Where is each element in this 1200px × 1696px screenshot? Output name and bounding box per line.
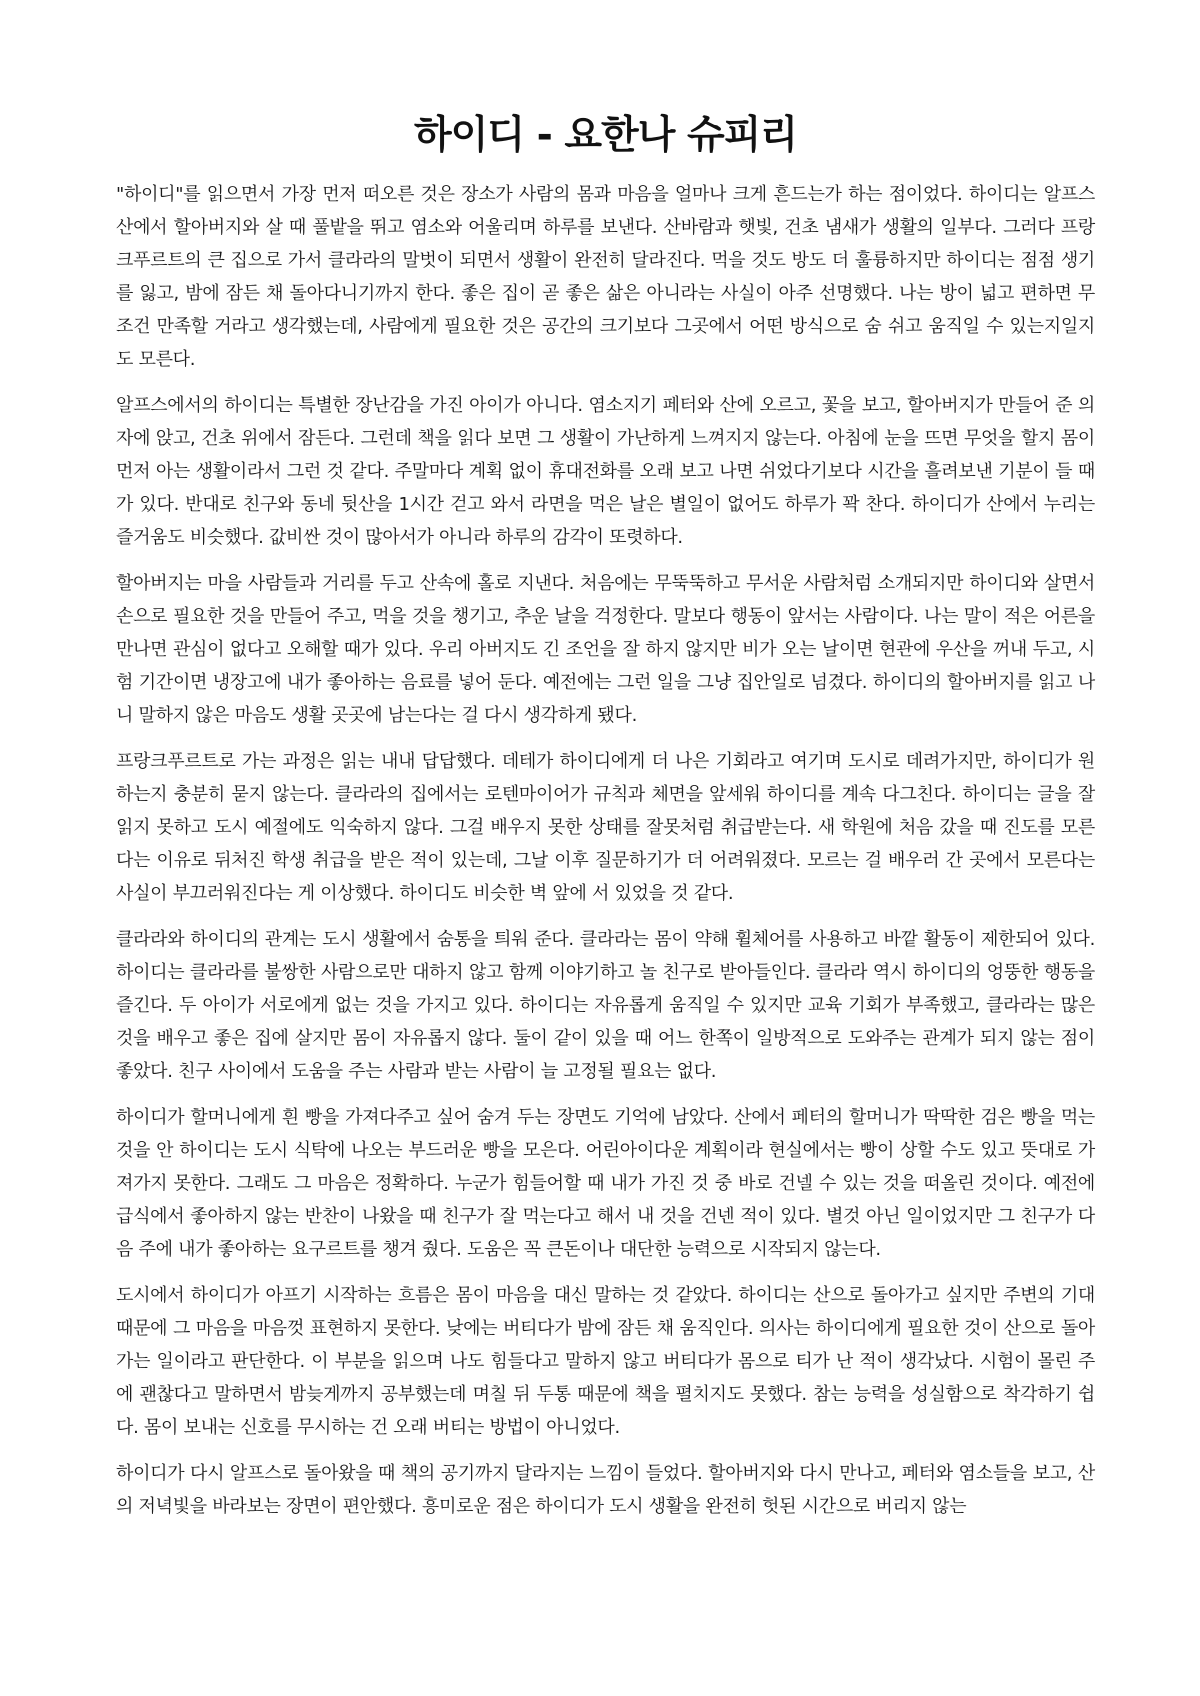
paragraph: 클라라와 하이디의 관계는 도시 생활에서 숨통을 틔워 준다. 클라라는 몸이 약해 휠체어를 사용하고 바깥 활동이 제한되어 있다. 하이디는 클라라를 불쌍한 사람으로만 대하지 않고 함께 이야기하고 놀 친구로 받아들인다. 클라라 역시 하이디의 엉뚱한 행동을 즐긴다. 두 아이가 서로에게 없는 것을 가지고 있다. 하이디는 자유롭게 움직일 수 있지만 교육 기회가 부족했고, 클라라는 많은 것을 배우고 좋은 집에 살지만 몸이 자유롭지 않다. 둘이 같이 있을 때 어느 한쪽이 일방적으로 도와주는 관계가 되지 않는 점이 좋았다. 친구 사이에서 도움을 주는 사람과 받는 사람이 늘 고정될 필요는 없다. [116,929,1095,1082]
paragraph: 할아버지는 마을 사람들과 거리를 두고 산속에 홀로 지낸다. 처음에는 무뚝뚝하고 무서운 사람처럼 소개되지만 하이디와 살면서 손으로 필요한 것을 만들어 주고, 먹을 것을 챙기고, 추운 날을 걱정한다. 말보다 행동이 앞서는 사람이다. 나는 말이 적은 어른을 만나면 관심이 없다고 오해할 때가 있다. 우리 아버지도 긴 조언을 잘 하지 않지만 비가 오는 날이면 현관에 우산을 꺼내 두고, 시험 기간이면 냉장고에 내가 좋아하는 음료를 넣어 둔다. 예전에는 그런 일을 그냥 집안일로 넘겼다. 하이디의 할아버지를 읽고 나니 말하지 않은 마음도 생활 곳곳에 남는다는 걸 다시 생각하게 됐다. [116,573,1095,726]
paragraph: 알프스에서의 하이디는 특별한 장난감을 가진 아이가 아니다. 염소지기 페터와 산에 오르고, 꽃을 보고, 할아버지가 만들어 준 의자에 앉고, 건초 위에서 잠든다. 그런데 책을 읽다 보면 그 생활이 가난하게 느껴지지 않는다. 아침에 눈을 뜨면 무엇을 할지 몸이 먼저 아는 생활이라서 그런 것 같다. 주말마다 계획 없이 휴대전화를 오래 보고 나면 쉬었다기보다 시간을 흘려보낸 기분이 들 때가 있다. 반대로 친구와 동네 뒷산을 1시간 걷고 와서 라면을 먹은 날은 별일이 없어도 하루가 꽉 찬다. 하이디가 산에서 누리는 즐거움도 비슷했다. 값비싼 것이 많아서가 아니라 하루의 감각이 또렷하다. [116,395,1095,548]
document-title: 하이디 - 요한나 슈피리 [414,113,797,158]
paragraph: "하이디"를 읽으면서 가장 먼저 떠오른 것은 장소가 사람의 몸과 마음을 얼마나 크게 흔드는가 하는 점이었다. 하이디는 알프스 산에서 할아버지와 살 때 풀밭을 뛰고 염소와 어울리며 하루를 보낸다. 산바람과 햇빛, 건초 냄새가 생활의 일부다. 그러다 프랑크푸르트의 큰 집으로 가서 클라라의 말벗이 되면서 생활이 완전히 달라진다. 먹을 것도 방도 더 훌륭하지만 하이디는 점점 생기를 잃고, 밤에 잠든 채 돌아다니기까지 한다. 좋은 집이 곧 좋은 삶은 아니라는 사실이 아주 선명했다. 나는 방이 넓고 편하면 무조건 만족할 거라고 생각했는데, 사람에게 필요한 것은 공간의 크기보다 그곳에서 어떤 방식으로 숨 쉬고 움직일 수 있는지일지도 모른다. [116,184,1095,370]
paragraph: 하이디가 할머니에게 흰 빵을 가져다주고 싶어 숨겨 두는 장면도 기억에 남았다. 산에서 페터의 할머니가 딱딱한 검은 빵을 먹는 것을 안 하이디는 도시 식탁에 나오는 부드러운 빵을 모은다. 어린아이다운 계획이라 현실에서는 빵이 상할 수도 있고 뜻대로 가져가지 못한다. 그래도 그 마음은 정확하다. 누군가 힘들어할 때 내가 가진 것 중 바로 건넬 수 있는 것을 떠올린 것이다. 예전에 급식에서 좋아하지 않는 반찬이 나왔을 때 친구가 잘 먹는다고 해서 내 것을 건넨 적이 있다. 별것 아닌 일이었지만 그 친구가 다음 주에 내가 좋아하는 요구르트를 챙겨 줬다. 도움은 꼭 큰돈이나 대단한 능력으로 시작되지 않는다. [116,1107,1095,1260]
document-body [116,178,1095,1523]
paragraph: 하이디가 다시 알프스로 돌아왔을 때 책의 공기까지 달라지는 느낌이 들었다. 할아버지와 다시 만나고, 페터와 염소들을 보고, 산의 저녁빛을 바라보는 장면이 편안했다. 흥미로운 점은 하이디가 도시 생활을 완전히 헛된 시간으로 버리지 않는 [116,1463,1095,1517]
paragraph: 프랑크푸르트로 가는 과정은 읽는 내내 답답했다. 데테가 하이디에게 더 나은 기회라고 여기며 도시로 데려가지만, 하이디가 원하는지 충분히 묻지 않는다. 클라라의 집에서는 로텐마이어가 규칙과 체면을 앞세워 하이디를 계속 다그친다. 하이디는 글을 잘 읽지 못하고 도시 예절에도 익숙하지 않다. 그걸 배우지 못한 상태를 잘못처럼 취급받는다. 새 학원에 처음 갔을 때 진도를 모른다는 이유로 뒤처진 학생 취급을 받은 적이 있는데, 그날 이후 질문하기가 더 어려워졌다. 모르는 걸 배우러 간 곳에서 모른다는 사실이 부끄러워진다는 게 이상했다. 하이디도 비슷한 벽 앞에 서 있었을 것 같다. [116,751,1095,904]
paragraph: 도시에서 하이디가 아프기 시작하는 흐름은 몸이 마음을 대신 말하는 것 같았다. 하이디는 산으로 돌아가고 싶지만 주변의 기대 때문에 그 마음을 마음껏 표현하지 못한다. 낮에는 버티다가 밤에 잠든 채 움직인다. 의사는 하이디에게 필요한 것이 산으로 돌아가는 일이라고 판단한다. 이 부분을 읽으며 나도 힘들다고 말하지 않고 버티다가 몸으로 티가 난 적이 생각났다. 시험이 몰린 주에 괜찮다고 말하면서 밤늦게까지 공부했는데 며칠 뒤 두통 때문에 책을 펼치지도 못했다. 참는 능력을 성실함으로 착각하기 쉽다. 몸이 보내는 신호를 무시하는 건 오래 버티는 방법이 아니었다. [116,1285,1095,1438]
